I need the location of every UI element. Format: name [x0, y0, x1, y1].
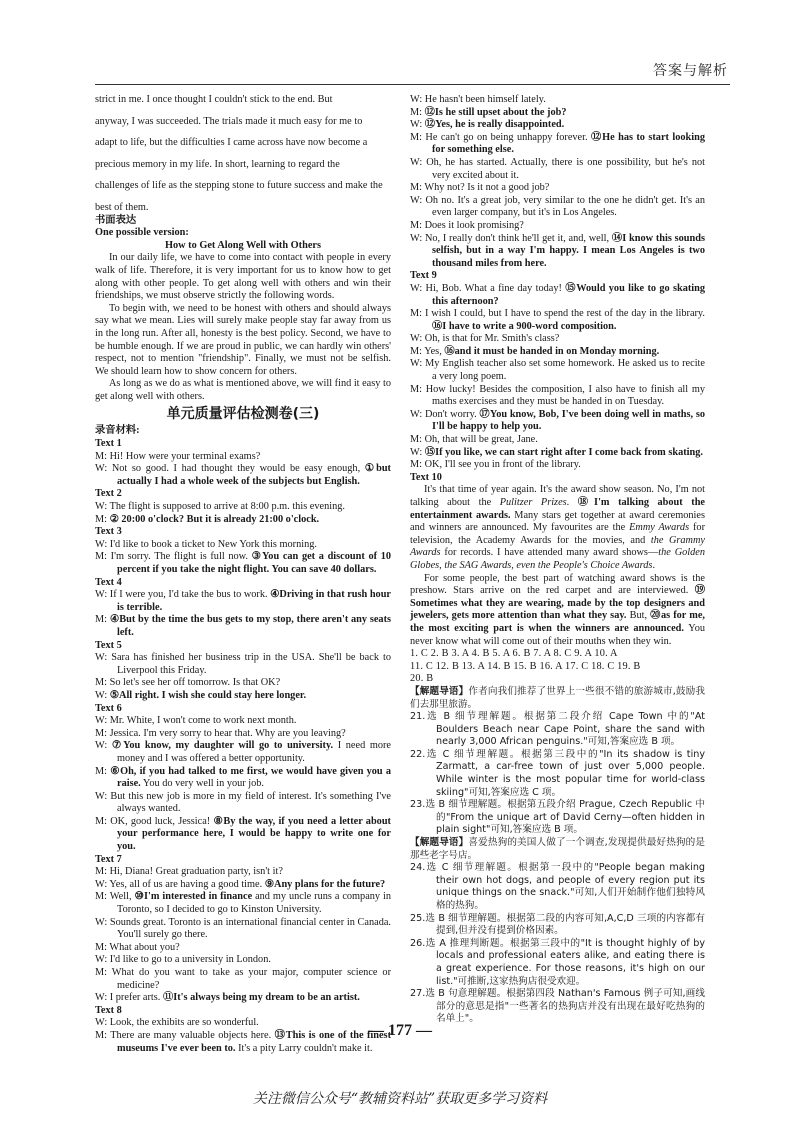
- dialogue-key-sentence: ⑪It's always being my dream to be an artist.: [162, 992, 360, 1004]
- item-number: 26.: [410, 937, 426, 949]
- dialogue-key-sentence: ③You can get a discount of 10 percent if you take the night flight. You can save 40 dollars.: [117, 551, 391, 575]
- dialogue-key-sentence: ⑰You know, Bob, I've been doing well in maths, so I'll be happy to help you.: [432, 408, 705, 433]
- correction-line: strict in me. I once thought I couldn't stick to the end. But: [95, 94, 333, 105]
- dialogue-key-sentence: ⑮If you like, we can start right after I come back from skating.: [424, 446, 703, 458]
- item-number: 24.: [410, 862, 426, 874]
- text10-paragraph-1: [410, 484, 705, 572]
- dialogue-text: M:: [95, 765, 111, 777]
- right-column: [410, 94, 705, 1026]
- dialogue-line: [410, 132, 705, 157]
- essay-corrections: [95, 94, 391, 215]
- guide-note: [410, 686, 705, 711]
- guide-text: 喜爱热狗的美国人做了一个调查,发现提供最好热狗的是那些老字号店。: [410, 837, 705, 861]
- item-number: 25.: [410, 912, 426, 924]
- dialogue-line: M: Hi! How were your terminal exams?: [95, 450, 261, 462]
- item-text: 选 C 细节理解题。根据第一段中的"People began making their own hot dogs, and people of every region put its unique things on the snack."可知,人们开始制作他们独特风格的热狗。: [425, 862, 705, 911]
- guide-text: 作者向我们推荐了世界上一些很不错的旅游城市,鼓励我们去那里旅游。: [410, 685, 705, 710]
- dialogue-line: [95, 879, 391, 892]
- item-number: 27.: [410, 988, 426, 1000]
- dialogue-line: M: Oh, that will be great, Jane.: [410, 434, 538, 446]
- guide-note: [410, 837, 705, 862]
- dialogue-text: M:: [95, 614, 110, 626]
- text-label: Text 4: [95, 576, 122, 588]
- dialogue-line: W: Sara has finished her business trip in the USA. She'll be back to Liverpool this Friday.: [95, 652, 391, 676]
- item-text: 选 B 细节理解题。根据第二段介绍 Cape Town 中的"At Boulders Beach near Cape Point, share the sand with nearly 3,000 African penguins."可知,答案应选 B 项。: [425, 711, 705, 748]
- dialogue-key-sentence: ⑧By the way, if you need a letter about your performance here, I would be happy to write one for you.: [117, 815, 391, 853]
- dialogue-line: [410, 233, 705, 271]
- dialogue-line: M: What do you want to take as your major, computer science or medicine?: [95, 967, 391, 991]
- explanations-2: [410, 862, 705, 1026]
- text10-bold: ⑱I'm talking about the entertainment awards.: [410, 497, 705, 521]
- dialogue-line: [410, 283, 705, 308]
- writing-label: 书面表达: [95, 214, 137, 226]
- dialogue-key-sentence: ⑮Would you like to go skating this afternoon?: [432, 282, 706, 307]
- dialogue-line: W: Oh, is that for Mr. Smith's class?: [410, 333, 560, 345]
- text10-span: .: [566, 497, 578, 508]
- dialogue-line: [95, 690, 391, 703]
- dialogue-line: [95, 589, 391, 614]
- dialogue-text: M: Well,: [95, 891, 135, 903]
- text10-span: But,: [626, 610, 651, 622]
- dialogue-line: [95, 551, 391, 576]
- dialogue-line: M: Does it look promising?: [410, 219, 524, 231]
- dialogue-line: M: Why not? Is it not a good job?: [410, 182, 550, 194]
- dialogue-text: M:: [95, 513, 110, 525]
- dialogue-key-sentence: ⑩I'm interested in finance: [134, 891, 253, 903]
- dialogue-line: W: He hasn't been himself lately.: [410, 94, 546, 105]
- dialogue-text: M: There are many valuable objects here.: [95, 1029, 275, 1041]
- correction-line: challenges of life as the stepping stone to future success and make the: [95, 180, 383, 192]
- dialogue-line: W: I'd like to book a ticket to New York this morning.: [95, 538, 317, 550]
- essay-paragraph: As long as we do as what is mentioned above, we will find it easy to get along well with others.: [95, 378, 391, 402]
- text-label: Text 5: [95, 639, 122, 651]
- dialogue-line: [410, 409, 705, 434]
- text10-paragraph-2: [410, 573, 705, 649]
- dialogue-line: M: Hi, Diana! Great graduation party, isn't it?: [95, 866, 283, 878]
- guide-label: 【解题导语】: [410, 685, 469, 697]
- page-header-title: 答案与解析: [653, 63, 728, 79]
- dialogue-line: W: I'd like to go to a university in London.: [95, 954, 271, 966]
- dialogue-text: You do very well in your job.: [140, 778, 265, 790]
- explanation-item: [410, 711, 705, 749]
- dialogue-line: M: So let's see her off tomorrow. Is that OK?: [95, 677, 281, 689]
- item-text: 选 A 推理判断题。根据第三段中的"It is thought highly of by locals and professional eaters alike, and eating there is a great experience. For those reasons, it's high on our list."可推断,这家热狗店很受欢迎。: [425, 937, 705, 987]
- explanation-item: [410, 749, 705, 799]
- dialogue-key-sentence: ⑦You know, my daughter will go to university.: [111, 740, 334, 752]
- dialogue-key-sentence: ⑬This is one of the finest museums I've ever been to.: [117, 1029, 391, 1054]
- correction-line: anyway, I was succeeded. The trials made it much easy for me to: [95, 115, 363, 127]
- dialogue-text: M:: [410, 106, 425, 118]
- page-number: — 177 —: [368, 1022, 432, 1039]
- answer-row: 11. C 12. B 13. A 14. B 15. B 16. A 17. C 18. C 19. B: [410, 660, 641, 672]
- essay-paragraph: To begin with, we need to be honest with others and should always say what we mean. Lies will surely make people stay far away from us in the long run. After all, honesty is the best policy. Second, we have to be humble enough. If we are proud in public, we can hardly win others' respect, not to mention "friendship". Finally, we must not be selfish. We should learn how to show concern for others.: [95, 302, 391, 377]
- dialogue-line: [95, 891, 391, 916]
- dialogue-key-sentence: ⑤All right. I wish she could stay here longer.: [109, 689, 307, 701]
- dialogue-text: W: I prefer arts.: [95, 992, 163, 1004]
- dialogue-text: W: If I were you, I'd take the bus to work.: [95, 589, 271, 601]
- explanation-item: [410, 938, 705, 988]
- explanation-item: [410, 913, 705, 938]
- version-label: One possible version:: [95, 227, 189, 239]
- left-column: [95, 94, 391, 1055]
- dialogue-text: I need more money and I was offered a better opportunity.: [117, 740, 391, 764]
- dialogue-text: It's a pity Larry couldn't make it.: [235, 1042, 373, 1054]
- dialogue-key-sentence: ⑨Any plans for the future?: [264, 878, 386, 890]
- answer-row: 20. B: [410, 673, 434, 685]
- item-number: 23.: [410, 799, 426, 811]
- correction-line: precious memory in my life. In short, learning to regard the: [95, 158, 340, 170]
- essay-paragraph: In our daily life, we have to come into contact with people in every walk of life. Therefore, it is very important for us to know how to get along with other people. To get along well with others and win their friendships, we must observe strictly the following words.: [95, 252, 391, 302]
- dialogue-line: W: Oh no. It's a great job, very similar to the one he didn't get. It's an even larger company, but it's in Los Angeles.: [410, 194, 705, 219]
- dialogue-key-sentence: ①but actually I had a whole week of the subjects but English.: [117, 463, 391, 487]
- item-text: 选 B 细节理解题。根据第五段介绍 Prague, Czech Republic 中的"From the unique art of David Cerny—often hidden in plain sight"可知,答案应选 B 项。: [425, 799, 705, 836]
- dialogue-line: [410, 447, 705, 460]
- dialogue-text: M: OK, good luck, Jessica!: [95, 815, 214, 827]
- text-label: Text 6: [95, 702, 122, 714]
- dialogue-text: W: Not so good. I had thought they would be easy enough,: [95, 463, 365, 475]
- dialogue-text: and my uncle runs a company in Toronto, so I decided to go to Kinston University.: [117, 891, 392, 916]
- dialogue-key-sentence: ⑭I know this sounds selfish, but in a way I'm happy. I mean Los Angeles is two thousand miles from here.: [432, 232, 705, 269]
- dialogue-key-sentence: ⑫Is he still upset about the job?: [424, 106, 567, 118]
- item-number: 21.: [410, 711, 426, 723]
- text10-italic: the Grammy Awards: [410, 534, 705, 559]
- dialogue-line: M: OK, I'll see you in front of the library.: [410, 459, 581, 471]
- unit-test-title: 单元质量评估检测卷(三): [166, 406, 320, 423]
- dialogue-line: [95, 740, 391, 765]
- item-text: 选 C 细节理解题。根据第三段中的"In its shadow is tiny Zarmatt, a car-free town of just over 5,000 people. While winter is the most popular time for world-class skiing"可知,答案应选 C 项。: [425, 748, 705, 798]
- text-label: Text 2: [95, 488, 122, 500]
- text-label: Text 1: [95, 438, 122, 450]
- text10-span: .: [652, 559, 656, 571]
- dialogue-key-sentence: ⑫He has to start looking for something else.: [432, 131, 705, 156]
- correction-line: adapt to life, but the difficulties I came across have now become a: [95, 137, 368, 149]
- dialogue-line: [410, 107, 705, 120]
- dialogue-line: M: Jessica. I'm very sorry to hear that. Why are you leaving?: [95, 727, 346, 739]
- answer-row: 1. C 2. B 3. A 4. B 5. A 6. B 7. A 8. C 9. A 10. A: [410, 648, 618, 660]
- dialogue-line: [95, 463, 391, 488]
- explanation-item: [410, 799, 705, 837]
- text10-span: Many stars get together at award ceremonies and winners are announced. My favourites are the: [410, 509, 705, 534]
- transcript-left: [95, 438, 391, 1055]
- dialogue-line: [95, 992, 391, 1005]
- dialogue-line: W: Look, the exhibits are so wonderful.: [95, 1017, 259, 1029]
- text10-span: It's that time of year again. It's the award show season. No, I'm not talking about the: [410, 484, 705, 508]
- text10-italic: the Golden Globes, the SAG Awards, even the People's Choice Awards: [410, 547, 706, 571]
- dialogue-text: M: I wish I could, but I have to spend the rest of the day in the library.: [410, 308, 705, 320]
- explanation-item: [410, 988, 705, 1026]
- dialogue-line: W: But this new job is more in my field of interest. It's something I've always wanted.: [95, 790, 391, 815]
- dialogue-text: W: Don't worry.: [410, 408, 480, 420]
- dialogue-line: W: The flight is supposed to arrive at 8:00 p.m. this evening.: [95, 501, 345, 513]
- text10-span: for television, the Academy Awards for the movies, and: [410, 522, 706, 546]
- dialogue-key-sentence: ⑯and it must be handed in on Monday morning.: [444, 345, 660, 357]
- text-label: Text 7: [95, 853, 122, 865]
- explanations-1: [410, 711, 705, 837]
- dialogue-text: M: I'm sorry. The flight is full now.: [95, 551, 252, 563]
- dialogue-text: W:: [95, 689, 110, 701]
- text10-span: You never know what will come out of their mouths when they win.: [410, 622, 705, 647]
- answer-key: [410, 648, 705, 686]
- text-label: Text 3: [95, 526, 122, 538]
- text-label: Text 8: [95, 1004, 122, 1016]
- dialogue-line: [410, 119, 705, 132]
- dialogue-text: W: Yes, all of us are having a good time.: [95, 878, 265, 890]
- dialogue-line: W: My English teacher also set some homework. He asked us to recite a very long poem.: [410, 358, 705, 383]
- text10-span: For some people, the best part of watching award shows is the preshow. Stars arrive on the red carpet and are interviewed.: [410, 572, 705, 597]
- item-text: 选 B 细节理解题。根据第二段的内容可知,A,C,D 三项的内容都有提到,但并没有提到价格因素。: [425, 912, 705, 937]
- dialogue-text: W:: [410, 119, 425, 131]
- dialogue-line: [95, 514, 391, 527]
- dialogue-line: W: Sounds great. Toronto is an international financial center in Canada. You'll surely go there.: [95, 916, 391, 941]
- dialogue-key-sentence: ② 20:00 o'clock? But it is already 21:00 o'clock.: [109, 513, 320, 525]
- text10-italic: Pulitzer Prizes: [499, 497, 567, 508]
- item-text: 选 B 句意理解题。根据第四段 Nathan's Famous 例子可知,画线部分的意思是指"一些著名的热狗店并没有出现在最好吃热狗的名单上"。: [425, 988, 705, 1025]
- text10-bold: ⑳as for me, the most exciting part is when the winners are announced.: [410, 610, 705, 634]
- essay-title: How to Get Along Well with Others: [165, 239, 321, 251]
- dialogue-text: W: No, I really don't think he'll get it, and, well,: [410, 232, 612, 244]
- dialogue-text: W:: [95, 740, 112, 752]
- dialogue-line: W: Mr. White, I won't come to work next month.: [95, 715, 297, 727]
- dialogue-text: M: He can't go on being unhappy forever.: [410, 131, 591, 143]
- footer-note: 关注微信公众号“教辅资料站”获取更多学习资料: [252, 1091, 548, 1107]
- dialogue-key-sentence: ⑯I have to write a 900-word composition.: [432, 320, 617, 332]
- dialogue-text: W: Hi, Bob. What a fine day today!: [410, 282, 566, 294]
- dialogue-text: W:: [410, 446, 425, 458]
- text10-span: for records. I have attended many award shows—: [440, 547, 659, 559]
- dialogue-line: [95, 614, 391, 639]
- dialogue-text: M: Yes,: [410, 345, 445, 357]
- guide-label: 【解题导语】: [410, 837, 469, 849]
- dialogue-line: W: Oh, he has started. Actually, there is one possibility, but he's not very excited about it.: [410, 156, 705, 181]
- transcript-right: [410, 94, 705, 484]
- correction-line: best of them.: [95, 201, 149, 213]
- dialogue-key-sentence: ⑫Yes, he is really disappointed.: [424, 119, 565, 131]
- dialogue-line: M: How lucky! Besides the composition, I also have to finish all my maths exercises and they must be handed in on Tuesday.: [410, 383, 705, 408]
- dialogue-key-sentence: ④But by the time the bus gets to my stop, there aren't any seats left.: [109, 614, 392, 638]
- text-label: Text 10: [410, 471, 442, 483]
- explanation-item: [410, 862, 705, 912]
- header-divider: [95, 84, 730, 85]
- dialogue-line: [410, 308, 705, 333]
- dialogue-key-sentence: ⑥Oh, if you had talked to me first, we would have given you a raise.: [110, 765, 391, 790]
- item-number: 22.: [410, 748, 426, 760]
- text10-italic: Emmy Awards: [629, 522, 690, 534]
- text10-bold: ⑲ Sometimes what they are wearing, made by the top designers and jewelers, gets more attention than what they say.: [410, 585, 705, 622]
- recording-label: 录音材料:: [95, 425, 140, 437]
- dialogue-line: [410, 346, 705, 359]
- dialogue-line: [95, 816, 391, 854]
- dialogue-line: [95, 766, 391, 791]
- dialogue-line: M: What about you?: [95, 941, 180, 953]
- text-label: Text 9: [410, 270, 437, 282]
- dialogue-key-sentence: ④Driving in that rush hour is terrible.: [117, 589, 391, 613]
